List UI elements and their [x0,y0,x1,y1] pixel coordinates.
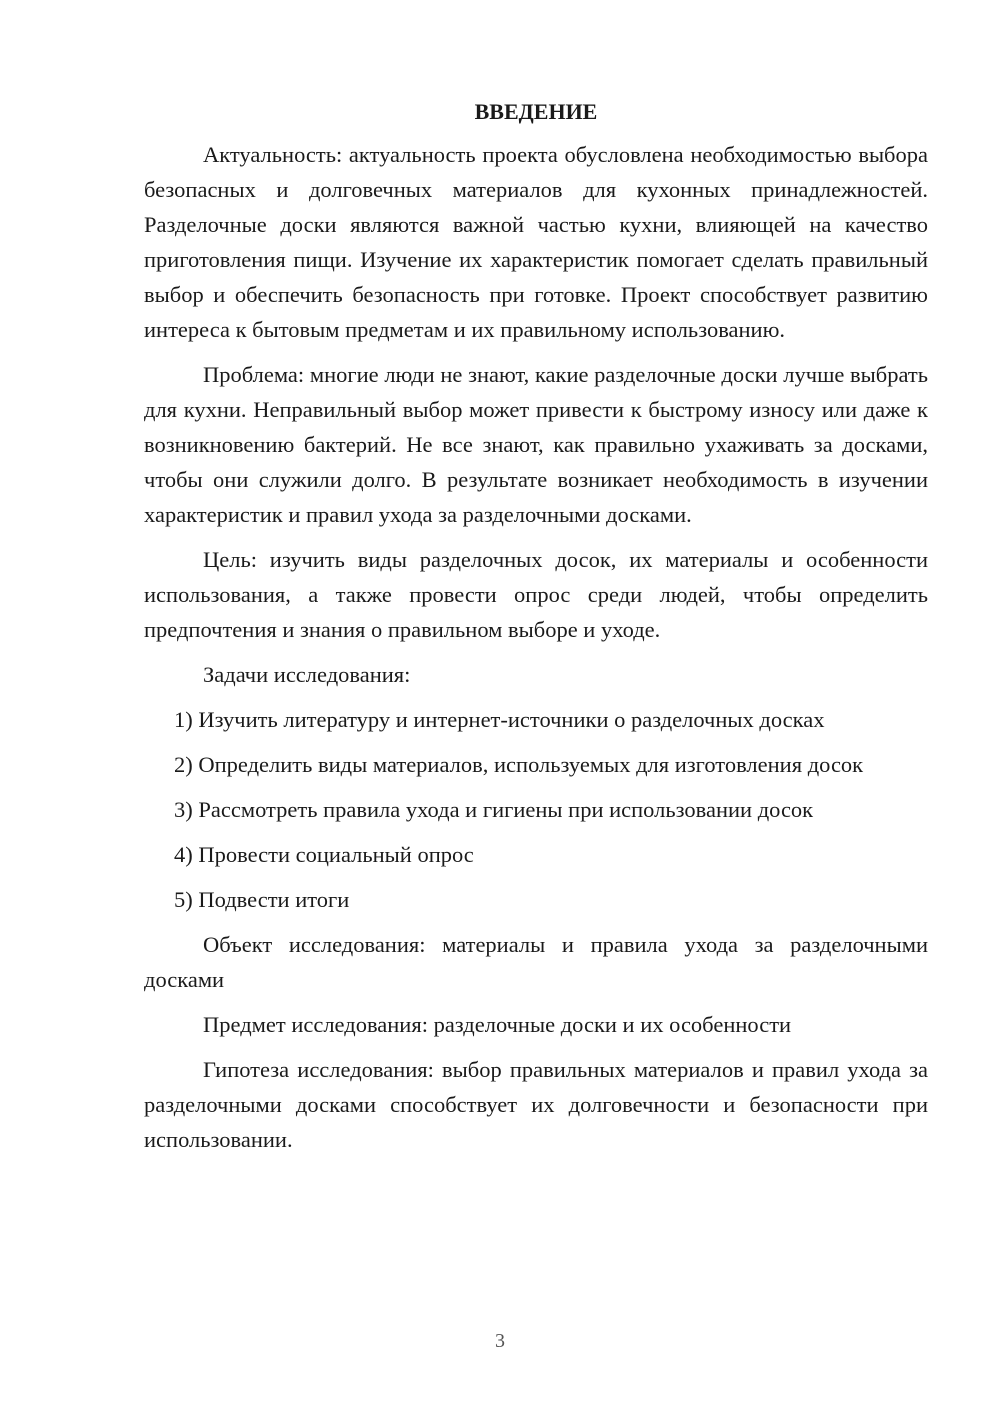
task-item-1: 1) Изучить литературу и интернет-источники о разделочных досках [174,707,825,732]
document-page [144,95,928,1167]
paragraph-relevance: Актуальность: актуальность проекта обусловлена необходимостью выбора безопасных и долговечных материалов для кухонных принадлежностей. Разделочные доски являются важной частью кухни, влияющей на качество приготовления пищи. Изучение их характеристик помогает сделать правильный выбор и обеспечить безопасность при готовке. Проект способствует развитию интереса к бытовым предметам и их правильному использованию. [144,142,928,342]
tasks-heading: Задачи исследования: [203,662,411,687]
task-item-2: 2) Определить виды материалов, используемых для изготовления досок [174,752,864,777]
task-item-4: 4) Провести социальный опрос [174,842,474,867]
paragraph-subject: Предмет исследования: разделочные доски и их особенности [203,1012,792,1037]
paragraph-object: Объект исследования: материалы и правила ухода за разделочными досками [144,932,928,992]
page-number: 3 [495,1330,505,1352]
task-item-3: 3) Рассмотреть правила ухода и гигиены при использовании досок [174,797,814,822]
paragraph-goal: Цель: изучить виды разделочных досок, их материалы и особенности использования, а также провести опрос среди людей, чтобы определить предпочтения и знания о правильном выборе и уходе. [144,547,928,642]
paragraph-hypothesis: Гипотеза исследования: выбор правильных материалов и правил ухода за разделочными досками способствует их долговечности и безопасности при использовании. [144,1057,928,1152]
page-title: ВВЕДЕНИЕ [474,99,598,124]
task-item-5: 5) Подвести итоги [174,887,350,912]
paragraph-problem: Проблема: многие люди не знают, какие разделочные доски лучше выбрать для кухни. Неправильный выбор может привести к быстрому износу или даже к возникновению бактерий. Не все знают, как правильно ухаживать за досками, чтобы они служили долго. В результате возникает необходимость в изучении характеристик и правил ухода за разделочными досками. [144,362,928,527]
